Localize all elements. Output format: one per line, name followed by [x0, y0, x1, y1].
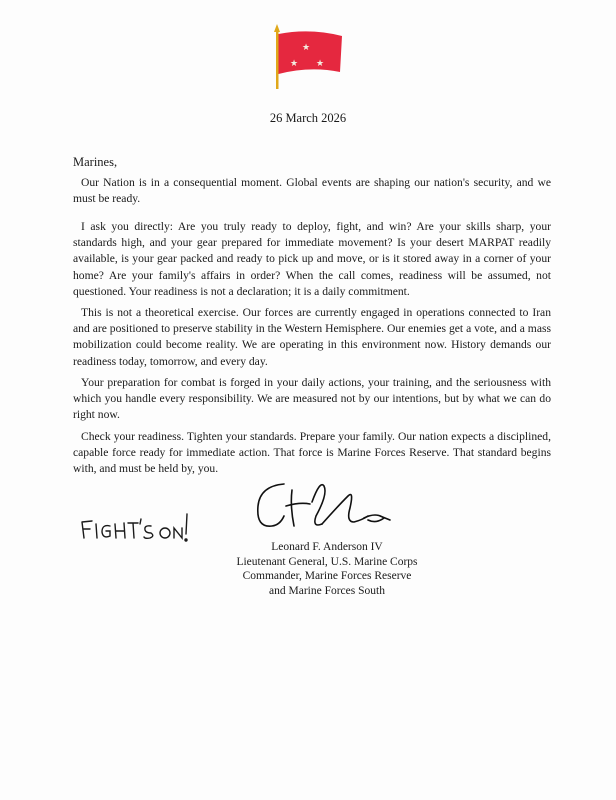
- paragraph-3: This is not a theoretical exercise. Our forces are currently engaged in operations connected to Iran and are positioned to preserve stability in the Western Hemisphere. Our enemies get a vote, and a mass mobilization could become reality. We are operating in this environment now. History demands our readiness today, tomorrow, and every day.: [73, 306, 551, 368]
- signer-title-2: and Marine Forces South: [269, 584, 385, 597]
- paragraph-4: Your preparation for combat is forged in your daily actions, your training, and the seriousness with which you handle every responsibility. We are measured not by our intentions, but by what we can do right now.: [73, 376, 551, 422]
- svg-text:★: ★: [301, 42, 311, 52]
- signature-block: [217, 540, 437, 598]
- paragraph-1: Our Nation is in a consequential moment. Global events are shaping our nation's security, and we must be ready.: [73, 176, 551, 206]
- paragraph-5: Check your readiness. Tighten your standards. Prepare your family. Our nation expects a disciplined, capable force ready for immediate action. That force is Marine Forces Reserve. That standard begins with, and must be held by, you.: [73, 430, 551, 476]
- signer-name: Leonard F. Anderson IV: [271, 541, 383, 553]
- general-officer-flag-icon: [270, 22, 350, 92]
- handwritten-fights-on-note: [78, 510, 193, 546]
- signer-title-1: Commander, Marine Forces Reserve: [242, 570, 412, 583]
- signer-rank: Lieutenant General, U.S. Marine Corps: [236, 555, 418, 568]
- paragraph-2: I ask you directly: Are you truly ready to deploy, fight, and win? Are your skills sharp, your standards high, and your gear prepared for immediate movement? Is your desert MARPAT readily available, is your gear packed and ready to pick up and move, or is it stored away in a corner of your home? Are your family's affairs in order? When the call comes, readiness will be assumed, not questioned. Your readiness is not a declaration; it is a daily commitment.: [73, 220, 551, 298]
- svg-text:★: ★: [315, 58, 325, 68]
- commander-signature: [250, 476, 400, 546]
- salutation: Marines,: [73, 155, 118, 169]
- svg-text:★: ★: [289, 58, 299, 68]
- letter-date: 26 March 2026: [269, 111, 347, 125]
